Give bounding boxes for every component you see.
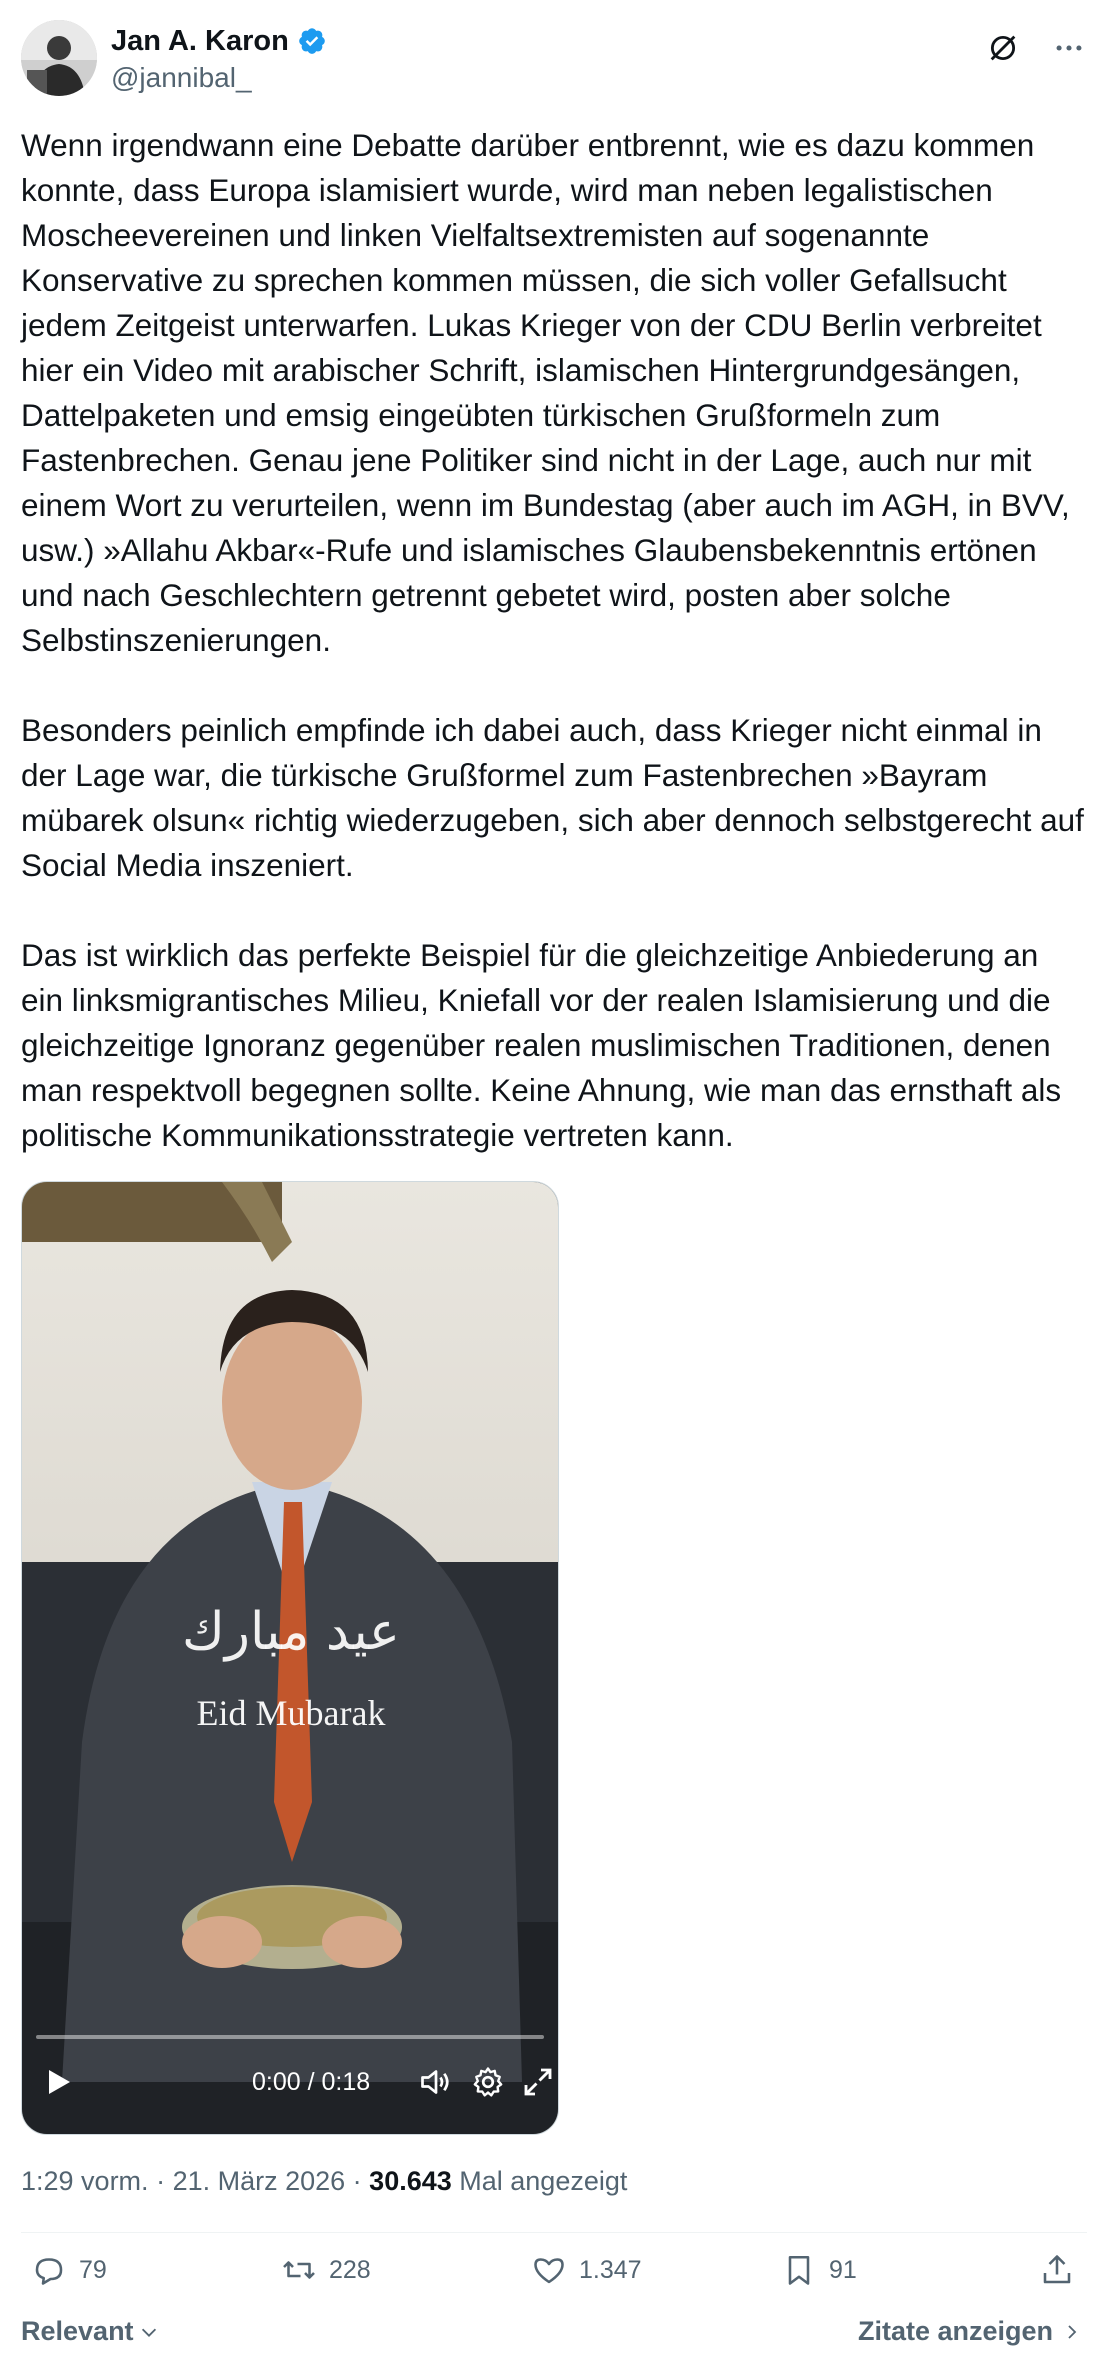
bookmark-icon [781, 2252, 817, 2288]
avatar[interactable] [21, 20, 97, 96]
fullscreen-icon[interactable] [520, 2064, 556, 2100]
tweet-text [21, 123, 1087, 1158]
share-button[interactable] [1039, 2252, 1075, 2288]
video-player[interactable] [21, 1181, 559, 2135]
chevron-down-icon [138, 2321, 160, 2343]
chevron-right-icon [1063, 2321, 1081, 2343]
grok-icon[interactable] [985, 30, 1021, 66]
view-count-label: Mal angezeigt [451, 2166, 628, 2196]
video-overlay-text: Eid Mubarak [196, 1693, 386, 1733]
tweet-header [21, 20, 1087, 100]
reply-button[interactable] [31, 2252, 107, 2288]
tweet-time[interactable]: 1:29 vorm. [21, 2166, 149, 2196]
tweet-paragraph: Das ist wirklich das perfekte Beispiel für die gleichzeitige Anbiederung an ein linksmigrantisches Milieu, Kniefall vor der realen Islamisierung und die gleichzeitige Ignoranz gegenüber realen muslimischen Traditionen, denen man respektvoll begegnen sollte. Keine Ahnung, wie man das ernsthaft als politische Kommunikationsstrategie vertreten kann. [21, 937, 1062, 1153]
action-bar [21, 2252, 1087, 2302]
tweet-paragraph: Besonders peinlich empfinde ich dabei auch, dass Krieger nicht einmal in der Lage war, die türkische Grußformel zum Fastenbrechen »Bayram mübarek olsun« richtig wiederzugeben, sich aber dennoch selbstgerecht auf Social Media inszeniert. [21, 712, 1084, 883]
bookmark-button[interactable] [781, 2252, 857, 2288]
header-actions [985, 30, 1087, 66]
share-icon [1039, 2252, 1075, 2288]
tweet-date[interactable]: 21. März 2026 [172, 2166, 346, 2196]
video-overlay-arabic: عيد مبارك [182, 1602, 400, 1662]
heart-icon [531, 2252, 567, 2288]
video-controls [22, 2052, 558, 2112]
more-icon[interactable] [1051, 30, 1087, 66]
reply-icon [31, 2252, 67, 2288]
video-progress-bar[interactable] [36, 2035, 544, 2039]
repost-button[interactable] [281, 2252, 371, 2288]
replies-footer [21, 2316, 1087, 2356]
verified-badge-icon[interactable] [297, 26, 327, 56]
reply-count: 79 [79, 2255, 107, 2284]
volume-icon[interactable] [418, 2064, 454, 2100]
settings-icon[interactable] [470, 2064, 506, 2100]
author-info [111, 24, 327, 94]
avatar-image [21, 20, 97, 96]
sort-dropdown[interactable] [21, 2316, 160, 2347]
divider [21, 2232, 1087, 2233]
like-button[interactable] [531, 2252, 642, 2288]
bookmark-count: 91 [829, 2255, 857, 2284]
like-count: 1.347 [579, 2255, 642, 2284]
author-handle[interactable]: @jannibal_ [111, 62, 252, 93]
tweet-paragraph: Wenn irgendwann eine Debatte darüber entbrennt, wie es dazu kommen konnte, dass Europa islamisiert wurde, wird man neben legalistischen Moscheevereinen und linken Vielfaltsextremisten auf sogenannte Konservative zu sprechen kommen müssen, die sich voller Gefallsucht jedem Zeitgeist unterwarfen. Lukas Krieger von der CDU Berlin verbreitet hier ein Video mit arabischer Schrift, islamischen Hintergrundgesängen, Dattelpaketen und emsig eingeübten türkischen Grußformeln zum Fastenbrechen. Genau jene Politiker sind nicht in der Lage, auch nur mit einem Wort zu verurteilen, wenn im Bundestag (aber auch im AGH, in BVV, usw.) »Allahu Akbar«-Rufe und islamisches Glaubensbekenntnis ertönen und nach Geschlechtern getrennt gebetet wird, posten aber solche Selbstinszenierungen. [21, 127, 1070, 658]
quotes-label: Zitate anzeigen [857, 2316, 1053, 2346]
sort-label: Relevant [21, 2316, 134, 2346]
author-name[interactable]: Jan A. Karon [111, 24, 289, 57]
repost-count: 228 [329, 2255, 371, 2284]
view-count: 30.643 [369, 2166, 452, 2196]
tweet-meta: 1:29 vorm. · 21. März 2026 · 30.643 Mal angezeigt [21, 2166, 628, 2196]
play-icon[interactable] [40, 2064, 76, 2100]
view-quotes-link[interactable] [858, 2316, 1081, 2347]
repost-icon [281, 2252, 317, 2288]
video-time: 0:00 / 0:18 [252, 2068, 371, 2096]
